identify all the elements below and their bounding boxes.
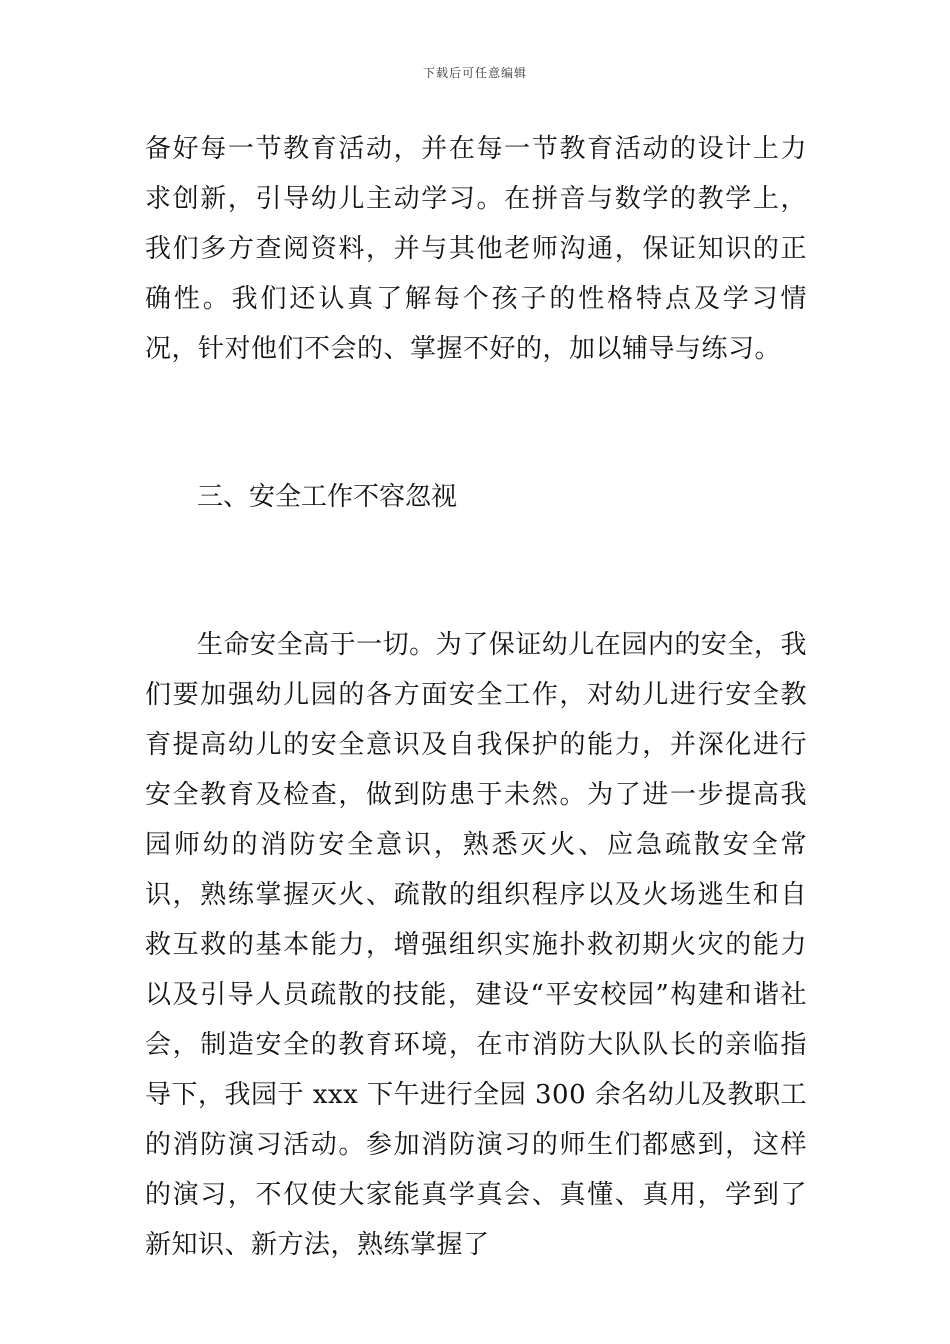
paragraph-spacer <box>145 374 807 472</box>
document-body <box>145 124 807 1270</box>
paragraph-spacer <box>145 522 807 620</box>
section-heading-safety: 三、安全工作不容忽视 <box>197 482 458 512</box>
page-header-note: 下载后可任意编辑 <box>422 66 527 80</box>
paragraph-teaching: 备好每一节教育活动，并在每一节教育活动的设计上力求创新，引导幼儿主动学习。在拼音与数学的教学上，我们多方查阅资料，并与其他老师沟通，保证知识的正确性。我们还认真了解每个孩子的性格特点及学习情况，针对他们不会的、掌握不好的，加以辅导与练习。 <box>145 134 807 364</box>
paragraph-safety: 生命安全高于一切。为了保证幼儿在园内的安全，我们要加强幼儿园的各方面安全工作，对幼儿进行安全教育提高幼儿的安全意识及自我保护的能力，并深化进行安全教育及检查，做到防患于未然。为了进一步提高我园师幼的消防安全意识，熟悉灭火、应急疏散安全常识，熟练掌握灭火、疏散的组织程序以及火场逃生和自救互救的基本能力，增强组织实施扑救初期火灾的能力以及引导人员疏散的技能，建设“平安校园”构建和谐社会，制造安全的教育环境，在市消防大队队长的亲临指导下，我园于 xxx 下午进行全园 300 余名幼儿及教职工的消防演习活动。参加消防演习的师生们都感到，这样的演习，不仅使大家能真学真会、真懂、真用，学到了新知识、新方法，熟练掌握了 <box>145 630 807 1260</box>
